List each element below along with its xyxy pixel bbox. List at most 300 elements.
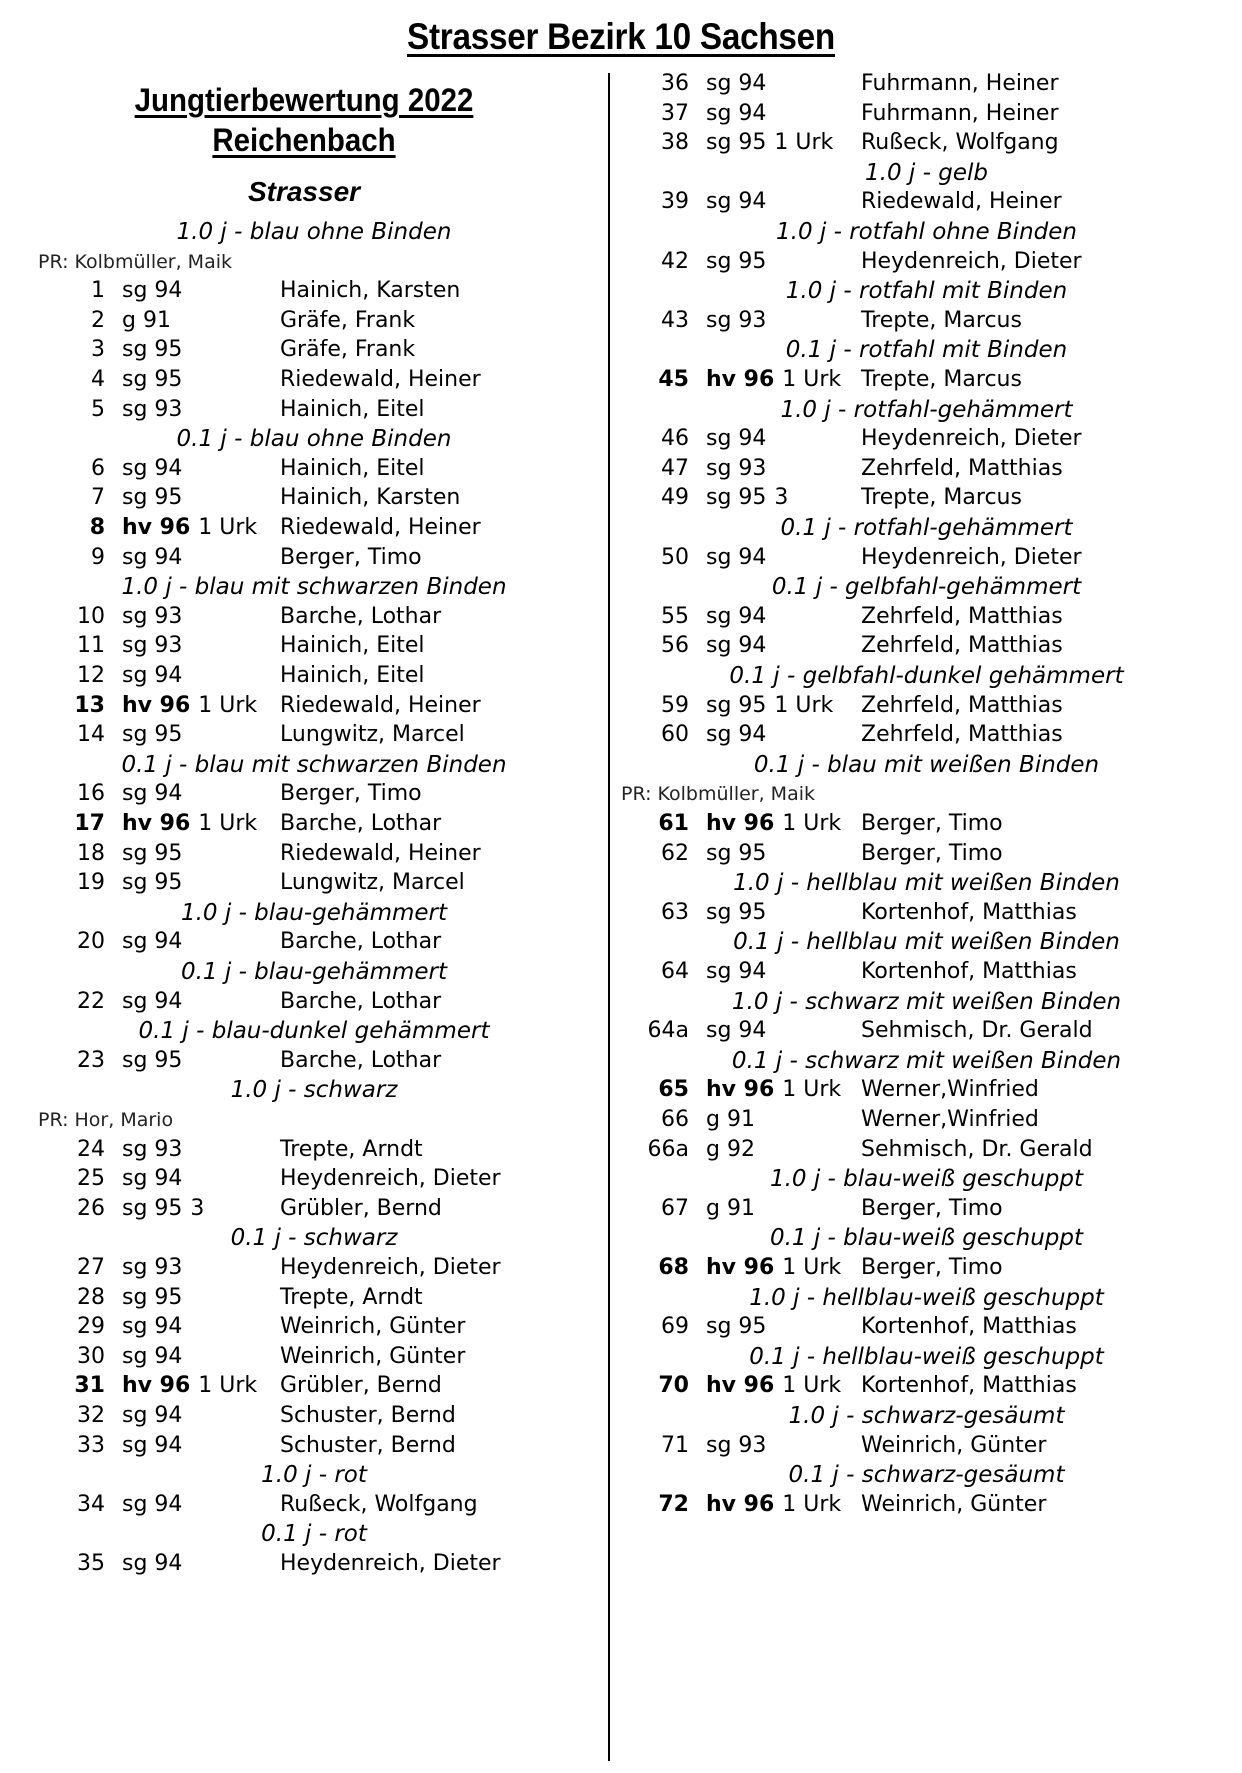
color-class-heading: 0.1 j - rot xyxy=(261,1521,367,1548)
entry-grade-cell xyxy=(706,423,766,455)
entry-grade: sg 94 xyxy=(122,781,183,807)
entry-number: 37 xyxy=(661,100,689,126)
entry-grade: sg 95 xyxy=(122,1284,183,1310)
entry-row xyxy=(0,482,608,514)
entry-row xyxy=(0,275,608,307)
entry-row xyxy=(611,1104,1242,1136)
entry-grade-cell xyxy=(122,305,171,337)
entry-grade: sg 95 xyxy=(706,899,767,925)
entry-grade: sg 94 xyxy=(706,71,767,96)
breeder-name: Trepte, Arndt xyxy=(280,1284,423,1310)
entry-number: 12 xyxy=(77,663,105,688)
entry-grade-cell xyxy=(706,364,841,396)
entry-number: 70 xyxy=(658,1373,689,1399)
breed-title: Strasser xyxy=(247,176,361,207)
entry-grade-cell xyxy=(122,1311,182,1343)
entry-grade: sg 94 xyxy=(706,189,767,215)
entry-grade-cell xyxy=(122,1548,182,1580)
breeder-name: Hainich, Eitel xyxy=(280,396,425,422)
entry-number: 64a xyxy=(647,1018,689,1044)
entry-grade: sg 95 xyxy=(122,1195,183,1221)
entry-grade-cell xyxy=(706,246,766,278)
entry-grade-cell xyxy=(706,305,766,337)
entry-grade-cell xyxy=(122,364,182,396)
breeder-name: Werner,Winfried xyxy=(861,1107,1039,1132)
entry-grade: sg 94 xyxy=(122,1403,183,1428)
breeder-name: Sehmisch, Dr. Gerald xyxy=(861,1136,1093,1162)
entry-grade: g 92 xyxy=(706,1136,755,1162)
entry-row xyxy=(0,1163,608,1195)
color-class-heading: 0.1 j - blau ohne Binden xyxy=(176,426,452,453)
entry-number: 28 xyxy=(77,1284,105,1310)
entry-grade-cell xyxy=(122,838,182,870)
entry-grade: sg 95 xyxy=(122,840,183,866)
breeder-name: Zehrfeld, Matthias xyxy=(861,603,1063,629)
entry-grade: sg 95 xyxy=(706,130,767,156)
entry-row xyxy=(611,68,1242,100)
entry-row xyxy=(0,1489,608,1521)
breeder-name: Zehrfeld, Matthias xyxy=(861,692,1063,718)
color-class-heading: 0.1 j - hellblau-weiß geschuppt xyxy=(749,1343,1104,1370)
color-class-heading: 1.0 j - hellblau-weiß geschuppt xyxy=(749,1284,1104,1311)
entry-row xyxy=(611,690,1242,722)
entry-grade: sg 94 xyxy=(122,1343,183,1369)
entry-number: 31 xyxy=(74,1373,105,1399)
entry-row xyxy=(611,364,1242,396)
entry-grade-cell xyxy=(122,867,182,899)
entry-grade-cell xyxy=(706,1489,841,1521)
judge-line xyxy=(611,778,1242,810)
entry-grade: sg 93 xyxy=(122,633,183,659)
entry-row xyxy=(611,630,1242,662)
entry-row xyxy=(611,601,1242,633)
entry-grade-cell xyxy=(706,186,766,218)
entry-grade: sg 94 xyxy=(122,663,183,688)
entry-number: 55 xyxy=(661,603,689,629)
breeder-name: Weinrich, Günter xyxy=(861,1491,1047,1517)
entry-award: 1 Urk xyxy=(782,1491,842,1517)
entry-row xyxy=(611,1311,1242,1343)
breeder-name: Heydenreich, Dieter xyxy=(861,248,1082,274)
entry-row xyxy=(0,1370,608,1402)
entry-row xyxy=(611,542,1242,574)
entry-row xyxy=(611,482,1242,514)
entry-row xyxy=(0,512,608,544)
entry-grade-cell xyxy=(706,127,833,159)
entry-award: 1 Urk xyxy=(198,811,258,836)
entry-grade: sg 94 xyxy=(122,1432,183,1458)
entry-grade: sg 95 xyxy=(706,692,767,718)
entry-number: 64 xyxy=(661,959,689,984)
entry-grade: sg 93 xyxy=(122,603,183,629)
breeder-name: Barche, Lothar xyxy=(280,929,442,955)
color-class-heading: 0.1 j - blau-gehämmert xyxy=(180,959,448,985)
entry-grade-cell xyxy=(122,808,257,840)
entry-grade: sg 93 xyxy=(706,307,767,333)
entry-number: 6 xyxy=(91,455,105,481)
entry-grade: g 91 xyxy=(706,1107,755,1132)
breeder-name: Heydenreich, Dieter xyxy=(861,544,1082,570)
entry-number: 26 xyxy=(77,1195,105,1221)
entry-number: 5 xyxy=(91,396,105,422)
breeder-name: Gräfe, Frank xyxy=(280,337,416,363)
entry-grade-cell xyxy=(122,1193,204,1225)
breeder-name: Riedewald, Heiner xyxy=(280,692,481,718)
breeder-name: Heydenreich, Dieter xyxy=(280,1255,501,1280)
breeder-name: Schuster, Bernd xyxy=(280,1432,456,1458)
breeder-name: Riedewald, Heiner xyxy=(280,840,481,866)
breeder-name: Barche, Lothar xyxy=(280,811,442,836)
entry-number: 16 xyxy=(77,781,105,807)
entry-grade-cell xyxy=(122,630,182,662)
entry-number: 19 xyxy=(77,870,105,896)
entry-number: 3 xyxy=(91,337,105,363)
color-class-heading: 0.1 j - hellblau mit weißen Binden xyxy=(733,929,1120,956)
entry-grade: sg 95 xyxy=(122,485,183,511)
breeder-name: Kortenhof, Matthias xyxy=(861,1314,1077,1340)
entry-number: 62 xyxy=(661,840,689,866)
color-class-heading: 1.0 j - rotfahl ohne Binden xyxy=(776,219,1077,245)
entry-grade: sg 94 xyxy=(122,455,183,481)
breeder-name: Riedewald, Heiner xyxy=(861,189,1062,215)
entry-grade: sg 95 xyxy=(122,1047,183,1073)
entry-number: 22 xyxy=(77,988,105,1014)
entry-grade: hv 96 xyxy=(706,811,775,836)
entry-grade-cell xyxy=(122,394,182,426)
entry-grade-cell xyxy=(122,1163,182,1195)
entry-row xyxy=(611,453,1242,485)
entry-number: 9 xyxy=(91,544,105,570)
breeder-name: Trepte, Marcus xyxy=(861,485,1022,511)
entry-row xyxy=(611,1074,1242,1106)
entry-row xyxy=(611,423,1242,455)
entry-grade-cell xyxy=(122,542,182,574)
breeder-name: Lungwitz, Marcel xyxy=(280,870,465,896)
entry-row xyxy=(611,1134,1242,1166)
entry-number: 46 xyxy=(661,426,689,452)
entry-grade-cell xyxy=(122,719,182,751)
entry-award: 3 xyxy=(190,1195,205,1221)
breeder-name: Weinrich, Günter xyxy=(280,1314,466,1340)
entry-grade: sg 94 xyxy=(706,544,767,570)
entry-number: 7 xyxy=(91,485,105,511)
entry-grade: hv 96 xyxy=(122,692,191,718)
color-class-heading: 0.1 j - gelbfahl-dunkel gehämmert xyxy=(729,663,1124,689)
entry-row xyxy=(611,897,1242,929)
entry-grade: sg 95 xyxy=(706,485,767,511)
color-class-heading: 0.1 j - rotfahl-gehämmert xyxy=(780,515,1073,541)
entry-number: 56 xyxy=(661,633,689,659)
entry-number: 49 xyxy=(661,485,689,511)
entry-award: 1 Urk xyxy=(774,692,834,718)
entry-grade-cell xyxy=(122,1252,182,1284)
entry-row xyxy=(0,601,608,633)
show-location: Reichenbach xyxy=(212,122,396,158)
breeder-name: Trepte, Marcus xyxy=(861,367,1022,392)
color-class-heading: 1.0 j - schwarz xyxy=(230,1077,398,1104)
color-class-heading: 1.0 j - rotfahl mit Binden xyxy=(785,278,1068,305)
entry-number: 66 xyxy=(661,1107,689,1132)
entry-number: 27 xyxy=(77,1255,105,1280)
entry-number: 72 xyxy=(658,1491,689,1517)
entry-number: 17 xyxy=(74,811,105,836)
breeder-name: Hainich, Eitel xyxy=(280,633,425,659)
entry-row xyxy=(611,838,1242,870)
entry-grade-cell xyxy=(706,1074,841,1106)
entry-row xyxy=(611,1489,1242,1521)
entry-row xyxy=(0,1548,608,1580)
breeder-name: Berger, Timo xyxy=(280,544,422,570)
entry-row xyxy=(0,364,608,396)
entry-grade-cell xyxy=(122,926,182,958)
entry-grade-cell xyxy=(122,1400,182,1432)
entry-grade: sg 94 xyxy=(706,1018,767,1044)
entry-award: 1 Urk xyxy=(782,1255,842,1280)
entry-row xyxy=(0,867,608,899)
entry-award: 1 Urk xyxy=(782,367,842,392)
breeder-name: Fuhrmann, Heiner xyxy=(861,100,1059,126)
entry-grade: sg 94 xyxy=(122,544,183,570)
entry-row xyxy=(0,1282,608,1314)
breeder-name: Berger, Timo xyxy=(861,811,1003,836)
entry-grade: sg 93 xyxy=(706,455,767,481)
breeder-name: Berger, Timo xyxy=(861,1195,1003,1221)
breeder-name: Heydenreich, Dieter xyxy=(861,426,1082,452)
entry-grade: sg 95 xyxy=(122,367,183,392)
entry-grade: sg 95 xyxy=(706,248,767,274)
entry-award: 1 Urk xyxy=(774,130,834,156)
breeder-name: Heydenreich, Dieter xyxy=(280,1551,501,1576)
entry-row xyxy=(611,98,1242,130)
color-class-heading: 0.1 j - blau mit schwarzen Binden xyxy=(121,751,507,778)
entry-grade-cell xyxy=(706,601,766,633)
breeder-name: Grübler, Bernd xyxy=(280,1195,442,1221)
entry-number: 4 xyxy=(91,367,105,392)
entry-grade: sg 94 xyxy=(122,1551,183,1576)
entry-number: 60 xyxy=(661,722,689,748)
entry-number: 14 xyxy=(77,722,105,748)
breeder-name: Kortenhof, Matthias xyxy=(861,899,1077,925)
entry-grade: hv 96 xyxy=(706,1491,775,1517)
entry-number: 39 xyxy=(661,189,689,215)
breeder-name: Barche, Lothar xyxy=(280,1047,442,1073)
judge-line xyxy=(0,246,608,278)
entry-grade: hv 96 xyxy=(706,1077,775,1103)
entry-number: 45 xyxy=(658,367,689,392)
breeder-name: Hainich, Karsten xyxy=(280,485,461,511)
breeder-name: Weinrich, Günter xyxy=(861,1432,1047,1458)
entry-grade: sg 94 xyxy=(122,988,183,1014)
entry-row xyxy=(611,1370,1242,1402)
entry-grade: hv 96 xyxy=(122,515,191,540)
entry-row xyxy=(0,453,608,485)
entry-grade: g 91 xyxy=(706,1195,755,1221)
entry-row xyxy=(611,305,1242,337)
entry-grade-cell xyxy=(122,986,182,1018)
entry-grade-cell xyxy=(706,630,766,662)
entry-number: 2 xyxy=(91,307,105,333)
breeder-name: Lungwitz, Marcel xyxy=(280,722,465,748)
page-title: Strasser Bezirk 10 Sachsen xyxy=(406,16,836,57)
entry-number: 33 xyxy=(77,1432,105,1458)
entry-row xyxy=(611,1430,1242,1462)
entry-row xyxy=(0,719,608,751)
entry-row xyxy=(611,956,1242,988)
entry-grade-cell xyxy=(706,838,766,870)
color-class-heading: 0.1 j - rotfahl mit Binden xyxy=(785,337,1068,364)
entry-grade-cell xyxy=(706,1430,766,1462)
entry-award: 1 Urk xyxy=(198,692,258,718)
breeder-name: Berger, Timo xyxy=(861,840,1003,866)
entry-grade: sg 95 xyxy=(122,870,183,896)
entry-grade-cell xyxy=(706,1134,755,1166)
breeder-name: Grübler, Bernd xyxy=(280,1373,442,1399)
entry-grade: sg 95 xyxy=(122,722,183,748)
entry-row xyxy=(0,542,608,574)
entry-number: 68 xyxy=(658,1255,689,1280)
entry-number: 1 xyxy=(91,278,105,304)
entry-grade: hv 96 xyxy=(706,1373,775,1399)
entry-number: 59 xyxy=(661,692,689,718)
color-class-heading: 1.0 j - schwarz-gesäumt xyxy=(788,1403,1065,1429)
entry-grade: sg 95 xyxy=(706,1314,767,1340)
entry-grade: sg 94 xyxy=(122,278,183,304)
entry-row xyxy=(611,1015,1242,1047)
entry-row xyxy=(0,334,608,366)
breeder-name: Zehrfeld, Matthias xyxy=(861,455,1063,481)
entry-row xyxy=(0,1134,608,1166)
color-class-heading: 1.0 j - gelb xyxy=(865,159,988,186)
breeder-name: Berger, Timo xyxy=(280,781,422,807)
entry-grade-cell xyxy=(122,482,182,514)
entry-row xyxy=(0,690,608,722)
breeder-name: Werner,Winfried xyxy=(861,1077,1039,1103)
entry-grade-cell xyxy=(122,660,182,692)
entry-grade-cell xyxy=(122,601,182,633)
entry-number: 69 xyxy=(661,1314,689,1340)
entry-grade-cell xyxy=(706,808,841,840)
breeder-name: Weinrich, Günter xyxy=(280,1343,466,1369)
entry-grade: sg 95 xyxy=(706,840,767,866)
entry-grade-cell xyxy=(122,690,257,722)
entry-number: 47 xyxy=(661,455,689,481)
judge-name: PR: Hor, Mario xyxy=(38,1109,174,1131)
color-class-heading: 1.0 j - rotfahl-gehämmert xyxy=(780,396,1073,423)
breeder-name: Hainich, Eitel xyxy=(280,455,425,481)
breeder-name: Trepte, Marcus xyxy=(861,307,1022,333)
entry-award: 1 Urk xyxy=(198,515,258,540)
entry-row xyxy=(0,394,608,426)
entry-number: 11 xyxy=(77,633,105,659)
entry-number: 34 xyxy=(77,1491,105,1517)
entry-grade-cell xyxy=(122,1430,182,1462)
entry-row xyxy=(0,1045,608,1077)
color-class-heading: 1.0 j - schwarz mit weißen Binden xyxy=(731,988,1122,1015)
entry-grade-cell xyxy=(706,719,766,751)
entry-grade: sg 94 xyxy=(706,959,767,984)
entry-grade-cell xyxy=(706,453,766,485)
entry-number: 36 xyxy=(661,71,689,96)
breeder-name: Fuhrmann, Heiner xyxy=(861,71,1059,96)
entry-row xyxy=(0,778,608,810)
breeder-name: Riedewald, Heiner xyxy=(280,515,481,540)
entry-number: 71 xyxy=(661,1432,689,1458)
entry-number: 65 xyxy=(658,1077,689,1103)
entry-grade: hv 96 xyxy=(122,811,191,836)
entry-row xyxy=(611,1252,1242,1284)
color-class-heading: 1.0 j - blau mit schwarzen Binden xyxy=(121,574,507,601)
color-class-heading: 0.1 j - blau-dunkel gehämmert xyxy=(138,1018,490,1045)
entry-row xyxy=(611,719,1242,751)
entry-row xyxy=(0,808,608,840)
entry-grade-cell xyxy=(122,453,182,485)
entry-row xyxy=(0,1252,608,1284)
entry-grade: sg 94 xyxy=(122,929,183,955)
color-class-heading: 0.1 j - blau mit weißen Binden xyxy=(753,751,1100,778)
entry-row xyxy=(0,1311,608,1343)
entry-row xyxy=(0,630,608,662)
entry-grade-cell xyxy=(122,1370,257,1402)
color-class-heading: 1.0 j - hellblau mit weißen Binden xyxy=(733,870,1120,897)
entry-number: 8 xyxy=(89,515,105,540)
color-class-heading: 1.0 j - rot xyxy=(261,1462,367,1489)
entry-grade-cell xyxy=(706,98,766,130)
breeder-name: Barche, Lothar xyxy=(280,603,442,629)
entry-grade: sg 94 xyxy=(706,603,767,629)
color-class-heading: 1.0 j - blau-gehämmert xyxy=(180,899,448,926)
entry-number: 25 xyxy=(77,1166,105,1192)
entry-grade-cell xyxy=(122,1282,182,1314)
entry-number: 18 xyxy=(77,840,105,866)
entry-grade: g 91 xyxy=(122,307,171,333)
entry-grade-cell xyxy=(706,542,766,574)
breeder-name: Berger, Timo xyxy=(861,1255,1003,1280)
color-class-heading: 0.1 j - blau-weiß geschuppt xyxy=(769,1225,1084,1252)
entry-grade-cell xyxy=(122,275,182,307)
entry-grade-cell xyxy=(122,512,257,544)
entry-grade: sg 93 xyxy=(122,1136,183,1162)
entry-grade: sg 93 xyxy=(706,1432,767,1458)
entry-grade-cell xyxy=(706,68,766,100)
entry-grade: sg 94 xyxy=(122,1314,183,1340)
entry-grade: sg 94 xyxy=(706,426,767,452)
entry-number: 66a xyxy=(647,1136,689,1162)
entry-row xyxy=(0,986,608,1018)
entry-grade: sg 94 xyxy=(706,100,767,126)
judge-name: PR: Kolbmüller, Maik xyxy=(38,250,232,273)
breeder-name: Barche, Lothar xyxy=(280,988,442,1014)
entry-award: 1 Urk xyxy=(782,1373,842,1399)
breeder-name: Schuster, Bernd xyxy=(280,1403,456,1428)
entry-grade: sg 95 xyxy=(122,337,183,363)
breeder-name: Gräfe, Frank xyxy=(280,307,416,333)
entry-grade: sg 94 xyxy=(706,633,767,659)
entry-row xyxy=(611,808,1242,840)
entry-grade-cell xyxy=(122,334,182,366)
breeder-name: Rußeck, Wolfgang xyxy=(861,130,1059,156)
entry-row xyxy=(611,246,1242,278)
entry-award: 1 Urk xyxy=(198,1373,258,1399)
entry-grade: hv 96 xyxy=(706,1255,775,1280)
breeder-name: Riedewald, Heiner xyxy=(280,367,481,392)
entry-grade-cell xyxy=(706,1104,755,1136)
entry-grade: sg 94 xyxy=(122,1491,183,1517)
color-class-heading: 0.1 j - schwarz xyxy=(230,1225,398,1252)
entry-number: 13 xyxy=(74,692,105,718)
entry-grade-cell xyxy=(122,778,182,810)
entry-row xyxy=(611,186,1242,218)
entry-row xyxy=(0,660,608,692)
